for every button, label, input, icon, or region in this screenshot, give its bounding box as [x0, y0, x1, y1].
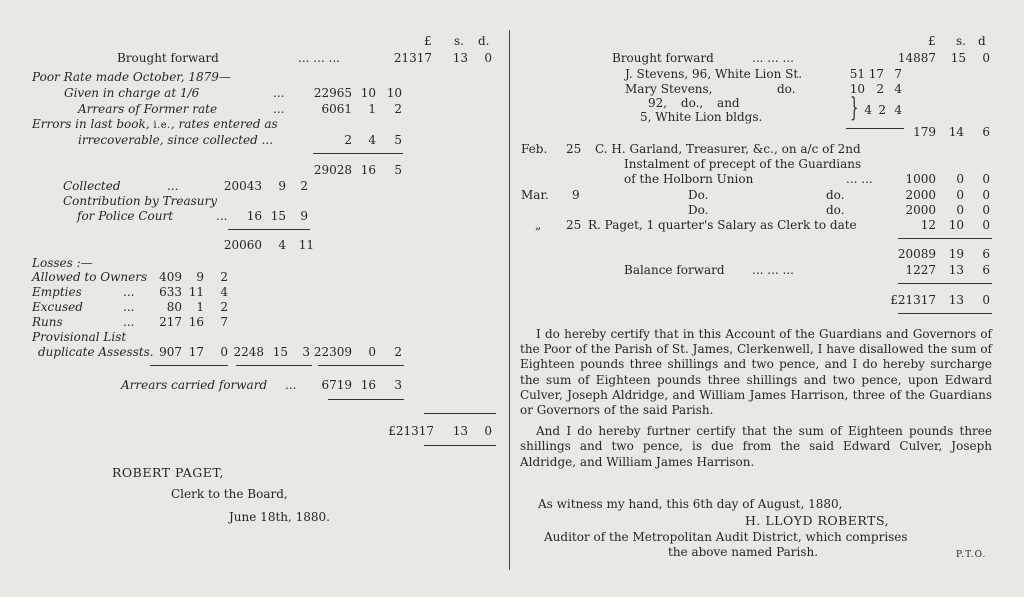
- runs-label: Runs: [32, 315, 63, 329]
- feb-pounds: 1000: [905, 172, 936, 186]
- grand-total-bottom-rule: [424, 445, 496, 446]
- provisional-line1: Provisional List: [32, 330, 127, 344]
- mar-do1: Do.: [688, 188, 709, 202]
- errors-shillings: 4: [368, 133, 376, 147]
- feb-shillings: 0: [956, 172, 964, 186]
- collected-pounds: 20043: [223, 179, 262, 193]
- right-grand-total-pounds: £21317: [890, 293, 936, 307]
- stevens-total-pounds: 179: [913, 125, 936, 139]
- collected-label: Collected: [63, 179, 121, 193]
- balance-pounds: 1227: [905, 263, 936, 277]
- mar-pence: 0: [982, 188, 990, 202]
- mar2-pounds: 2000: [905, 203, 936, 217]
- losses-title: Losses :—: [32, 256, 93, 270]
- pto-marker: P.T.O.: [956, 550, 987, 560]
- provisional-pence: 0: [220, 345, 228, 359]
- arrears-former-label: Arrears of Former rate: [78, 102, 218, 116]
- left-brought-forward-shillings: 13: [452, 51, 468, 65]
- right-header-shillings: s.: [956, 34, 966, 48]
- empties-dots: ...: [123, 285, 135, 299]
- feb-dots: ... ...: [846, 172, 873, 186]
- arrears-carried-label: Arrears carried forward: [121, 378, 268, 392]
- allowed-pence: 2: [220, 270, 228, 284]
- mar-shillings: 0: [956, 188, 964, 202]
- right-brought-forward-shillings: 15: [950, 51, 966, 65]
- certify-paragraph-2: And I do hereby furtner certify that the sum of Eighteen pounds three shillings and two pence, is due from the said Edward Culver, Joseph Aldridge, and William James Harrison.: [520, 424, 992, 469]
- contribution-shillings: 15: [270, 209, 286, 223]
- mar-day: 9: [572, 188, 580, 202]
- provisional-sum-pence: 3: [302, 345, 310, 359]
- column-divider: [509, 30, 510, 570]
- paget-pounds: 12: [920, 218, 936, 232]
- arrears-rule: [328, 399, 404, 400]
- excused-dots: ...: [123, 300, 135, 314]
- witness-line: As witness my hand, this 6th day of August, 1880,: [538, 497, 843, 511]
- collected-dots: ...: [167, 179, 179, 193]
- provisional-sum-pounds: 2248: [233, 345, 264, 359]
- runs-pence: 7: [220, 315, 228, 329]
- balance-pence: 6: [982, 263, 990, 277]
- arrears-former-dots: ...: [273, 102, 285, 116]
- given-dots: ...: [273, 86, 285, 100]
- collected-pence: 2: [300, 179, 308, 193]
- right-brought-forward-pence: 0: [982, 51, 990, 65]
- left-brought-forward-pence: 0: [484, 51, 492, 65]
- arrears-carried-pounds: 6719: [321, 378, 352, 392]
- stevens-total-shillings: 14: [948, 125, 964, 139]
- losses-rule-b: [236, 365, 312, 366]
- contribution-pounds: 16: [246, 209, 262, 223]
- mar2-pence: 0: [982, 203, 990, 217]
- right-grand-total-top-rule: [898, 283, 992, 284]
- empties-label: Empties: [32, 285, 82, 299]
- right-subtotal-pence: 6: [982, 247, 990, 261]
- arrears-former-pence: 2: [394, 102, 402, 116]
- contribution-line2: for Police Court: [77, 209, 174, 223]
- paget-ditto: „: [535, 218, 542, 232]
- clerk-title: Clerk to the Board,: [171, 487, 288, 501]
- empties-pounds: 633: [159, 285, 182, 299]
- feb-day: 25: [566, 142, 582, 156]
- stevens-m-do: do.: [777, 82, 796, 96]
- given-shillings: 10: [360, 86, 376, 100]
- left-grand-total-pounds: £21317: [388, 424, 434, 438]
- losses-rule-a: [150, 365, 228, 366]
- contribution-dots: ...: [216, 209, 228, 223]
- allowed-shillings: 9: [196, 270, 204, 284]
- arrears-former-shillings: 1: [368, 102, 376, 116]
- right-subtotal-rule: [898, 238, 992, 239]
- right-grand-total-bottom-rule: [898, 313, 992, 314]
- paget-day: 25: [566, 218, 582, 232]
- stevens-j-text: J. Stevens, 96, White Lion St.: [625, 67, 803, 81]
- collected-rule: [228, 229, 310, 230]
- auditor-line1: Auditor of the Metropolitan Audit District, which comprises: [544, 530, 908, 544]
- auditor-line2: the above named Parish.: [668, 545, 819, 559]
- mar2-do1: Do.: [688, 203, 709, 217]
- subtotal-pence: 5: [394, 163, 402, 177]
- mar-month: Mar.: [521, 188, 549, 202]
- excused-pounds: 80: [166, 300, 182, 314]
- left-header-pence: d.: [478, 34, 490, 48]
- paget-text: R. Paget, 1 quarter's Salary as Clerk to date: [588, 218, 857, 232]
- paget-shillings: 10: [948, 218, 964, 232]
- provisional-sum-shillings: 15: [272, 345, 288, 359]
- arrears-carried-pence: 3: [394, 378, 402, 392]
- given-pounds: 22965: [313, 86, 352, 100]
- provisional-total-pounds: 22309: [313, 345, 352, 359]
- stevens-m-text: Mary Stevens,: [625, 82, 713, 96]
- grand-total-top-rule: [424, 413, 496, 414]
- mar-do2: do.: [826, 188, 845, 202]
- stevens-m-pence: 4: [894, 82, 902, 96]
- errors-pounds: 2: [344, 133, 352, 147]
- do92-pence: 4: [894, 103, 902, 117]
- provisional-pounds: 907: [159, 345, 182, 359]
- mar2-do2: do.: [826, 203, 845, 217]
- excused-label: Excused: [32, 300, 83, 314]
- subtotal-shillings: 16: [360, 163, 376, 177]
- right-brought-forward-label: Brought forward: [612, 51, 714, 65]
- provisional-shillings: 17: [188, 345, 204, 359]
- arrears-carried-dots: ...: [285, 378, 297, 392]
- collected-total-pence: 11: [298, 238, 314, 252]
- contribution-line1: Contribution by Treasury: [63, 194, 218, 208]
- left-brought-forward-pounds: 21317: [393, 51, 432, 65]
- subtotal-pounds: 29028: [313, 163, 352, 177]
- empties-shillings: 11: [188, 285, 204, 299]
- left-brought-forward-label: Brought forward: [117, 51, 219, 65]
- empties-pence: 4: [220, 285, 228, 299]
- left-brought-forward-dots: ... ... ...: [298, 51, 340, 65]
- left-header-pounds: £: [424, 34, 432, 48]
- balance-shillings: 13: [948, 263, 964, 277]
- right-subtotal-shillings: 19: [948, 247, 964, 261]
- right-brought-forward-pounds: 14887: [897, 51, 936, 65]
- do92-pounds: 4: [864, 103, 872, 117]
- arrears-carried-shillings: 16: [360, 378, 376, 392]
- do92-line1: 92, do., and: [648, 96, 740, 110]
- stevens-j-shillings: 17: [868, 67, 884, 81]
- balance-label: Balance forward: [624, 263, 725, 277]
- paget-pence: 0: [982, 218, 990, 232]
- certification-text: [520, 327, 992, 470]
- mar2-shillings: 0: [956, 203, 964, 217]
- runs-dots: ...: [123, 315, 135, 329]
- excused-shillings: 1: [196, 300, 204, 314]
- stevens-m-shillings: 2: [876, 82, 884, 96]
- stevens-j-pence: 7: [894, 67, 902, 81]
- contribution-pence: 9: [300, 209, 308, 223]
- stevens-total-pence: 6: [982, 125, 990, 139]
- left-header-shillings: s.: [454, 34, 464, 48]
- errors-line2: irrecoverable, since collected ...: [78, 133, 274, 147]
- given-pence: 10: [386, 86, 402, 100]
- clerk-name: ROBERT PAGET,: [112, 465, 224, 480]
- allowed-pounds: 409: [159, 270, 182, 284]
- subtotal-rule: [313, 153, 403, 154]
- collected-total-pounds: 20060: [223, 238, 262, 252]
- right-brought-forward-dots: ... ... ...: [752, 51, 794, 65]
- right-header-pence: d: [978, 34, 986, 48]
- stevens-m-pounds: 10: [849, 82, 865, 96]
- collected-total-shillings: 4: [278, 238, 286, 252]
- runs-pounds: 217: [159, 315, 182, 329]
- do92-line2: 5, White Lion bldgs.: [640, 110, 763, 124]
- errors-line1: Errors in last book, i.e., rates entered as: [32, 117, 278, 131]
- stevens-j-pounds: 51: [849, 67, 865, 81]
- feb-line3: of the Holborn Union: [624, 172, 754, 186]
- right-grand-total-pence: 0: [982, 293, 990, 307]
- feb-line1: C. H. Garland, Treasurer, &c., on a/c of 2nd: [595, 142, 861, 156]
- brace-icon: }: [850, 93, 859, 123]
- arrears-former-pounds: 6061: [321, 102, 352, 116]
- right-subtotal-pounds: 20089: [897, 247, 936, 261]
- collected-shillings: 9: [278, 179, 286, 193]
- runs-shillings: 16: [188, 315, 204, 329]
- given-label: Given in charge at 1/6: [64, 86, 200, 100]
- provisional-total-pence: 2: [394, 345, 402, 359]
- balance-dots: ... ... ...: [752, 263, 794, 277]
- left-grand-total-pence: 0: [484, 424, 492, 438]
- feb-line2: Instalment of precept of the Guardians: [624, 157, 862, 171]
- certify-paragraph-1: I do hereby certify that in this Account of the Guardians and Governors of the Poor of the Parish of St. James, Clerkenwell, I have disallowed the sum of Eighteen pounds three shillings and two pence, and I do hereby surcharge the sum of Eighteen pounds three shillings and two pence, upon Edward Culver, Joseph Aldridge, and William James Harrison, three of the Guardians or Governors of the said Parish.: [520, 327, 992, 418]
- do92-shillings: 2: [878, 103, 886, 117]
- provisional-line2: duplicate Assessts.: [38, 345, 154, 359]
- stevens-rule: [846, 128, 904, 129]
- allowed-label: Allowed to Owners: [32, 270, 148, 284]
- right-grand-total-shillings: 13: [948, 293, 964, 307]
- auditor-name: H. LLOYD ROBERTS,: [745, 513, 890, 528]
- mar-pounds: 2000: [905, 188, 936, 202]
- feb-month: Feb.: [521, 142, 548, 156]
- errors-pence: 5: [394, 133, 402, 147]
- clerk-date: June 18th, 1880.: [229, 510, 330, 524]
- right-header-pounds: £: [928, 34, 936, 48]
- losses-rule-c: [318, 365, 404, 366]
- left-grand-total-shillings: 13: [452, 424, 468, 438]
- excused-pence: 2: [220, 300, 228, 314]
- feb-pence: 0: [982, 172, 990, 186]
- poor-rate-title: Poor Rate made October, 1879—: [32, 70, 231, 84]
- provisional-total-shillings: 0: [368, 345, 376, 359]
